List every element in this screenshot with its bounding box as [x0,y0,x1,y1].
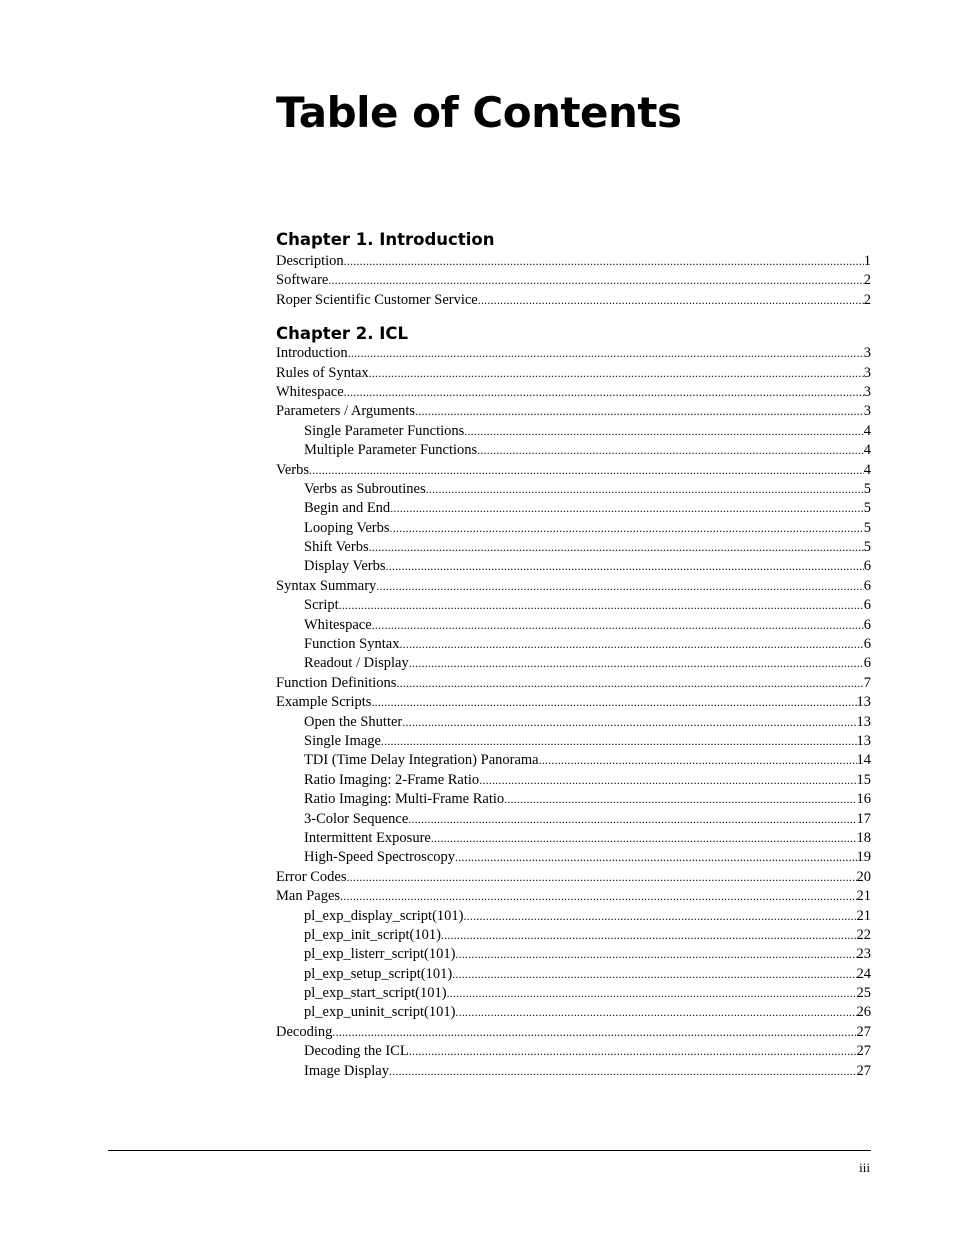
dot-leader [386,557,864,576]
toc-entry-page: 6 [863,636,871,653]
toc-entry-title: Image Display [304,1062,389,1079]
toc-subentry[interactable] [276,732,871,751]
toc-entry-page: 19 [856,849,871,866]
toc-subentry[interactable] [276,480,871,499]
toc-entry-page: 4 [863,442,871,459]
toc-subentry[interactable] [276,654,871,673]
toc-subentry[interactable] [276,1042,871,1061]
toc-entry-title: Verbs as Subroutines [304,480,426,497]
toc-entry[interactable] [276,577,871,596]
toc-entry-title: Software [276,272,329,289]
toc-entry-page: 2 [863,272,871,289]
chapter-heading: Chapter 2. ICL [276,324,409,344]
dot-leader [402,713,856,732]
toc-subentry[interactable] [276,713,871,732]
toc-subentry[interactable] [276,751,871,770]
dot-leader [376,577,863,596]
toc-entry-page: 27 [856,1023,871,1040]
toc-subentry[interactable] [276,635,871,654]
toc-subentry[interactable] [276,1062,871,1081]
table-of-contents [276,228,871,1081]
toc-entry[interactable] [276,674,871,693]
dot-leader [389,1062,857,1081]
toc-entry[interactable] [276,461,871,480]
toc-entry-page: 6 [863,655,871,672]
dot-leader [346,868,856,887]
dot-leader [477,441,864,460]
toc-entry-title: pl_exp_setup_script(101) [304,965,453,982]
toc-entry-title: Man Pages [276,888,341,905]
toc-entry-page: 22 [856,926,871,943]
toc-entry-page: 4 [863,461,871,478]
toc-entry-page: 7 [863,674,871,691]
toc-entry[interactable] [276,344,871,363]
toc-entry-page: 2 [863,291,871,308]
toc-subentry[interactable] [276,907,871,926]
toc-entry-title: pl_exp_display_script(101) [304,907,464,924]
toc-entry-title: Script [304,597,339,614]
dot-leader [408,810,856,829]
toc-entry-page: 3 [863,364,871,381]
toc-entry-page: 6 [863,597,871,614]
dot-leader [390,519,864,538]
toc-entry-title: Begin and End [304,500,391,517]
dot-leader [478,291,864,310]
toc-entry-page: 3 [863,403,871,420]
toc-entry-title: Error Codes [276,868,347,885]
dot-leader [348,344,864,363]
toc-entry[interactable] [276,868,871,887]
toc-entry-title: pl_exp_init_script(101) [304,926,441,943]
dot-leader [390,499,864,518]
toc-entry-title: Ratio Imaging: 2-Frame Ratio [304,771,480,788]
toc-subentry[interactable] [276,441,871,460]
toc-entry-title: Multiple Parameter Functions [304,442,478,459]
toc-entry-title: Description [276,253,344,269]
toc-entry-page: 16 [856,791,871,808]
toc-entry-title: Function Definitions [276,674,397,691]
toc-entry-page: 27 [856,1062,871,1079]
toc-entry-page: 21 [856,888,871,905]
toc-entry-page: 17 [856,810,871,827]
toc-entry[interactable] [276,271,871,290]
toc-entry[interactable] [276,402,871,421]
toc-entry-title: Display Verbs [304,558,386,575]
toc-entry-page: 6 [863,558,871,575]
toc-subentry[interactable] [276,945,871,964]
toc-subentry[interactable] [276,1003,871,1022]
toc-subentry[interactable] [276,422,871,441]
dot-leader [328,271,863,290]
dot-leader [539,751,857,770]
toc-subentry[interactable] [276,771,871,790]
toc-entry-title: Open the Shutter [304,713,403,730]
toc-entry-title: pl_exp_uninit_script(101) [304,1004,456,1021]
toc-subentry[interactable] [276,519,871,538]
toc-subentry[interactable] [276,596,871,615]
toc-entry-page: 3 [863,345,871,362]
toc-entry-page: 27 [856,1043,871,1060]
toc-entry-page: 13 [856,694,871,711]
toc-entry[interactable] [276,693,871,712]
toc-entry-title: Parameters / Arguments [276,403,416,420]
dot-leader [464,422,863,441]
toc-entry-title: Single Parameter Functions [304,422,465,439]
toc-entry-page: 26 [856,1004,871,1021]
dot-leader [463,907,856,926]
toc-entry-page: 5 [863,539,871,556]
dot-leader [332,1023,856,1042]
toc-entry-page: 3 [863,383,871,400]
toc-subentry[interactable] [276,848,871,867]
toc-entry-page: 6 [863,577,871,594]
toc-entry-page: 20 [856,868,871,885]
toc-entry-page: 15 [856,771,871,788]
toc-entry-page: 23 [856,946,871,963]
toc-subentry[interactable] [276,538,871,557]
dot-leader [340,887,856,906]
toc-entry-title: Readout / Display [304,655,409,672]
toc-entry-page: 5 [863,500,871,517]
dot-leader [455,1003,856,1022]
toc-entry-title: Whitespace [304,616,372,633]
dot-leader [399,635,863,654]
toc-entry-title: Looping Verbs [304,519,390,536]
toc-subentry[interactable] [276,984,871,1003]
toc-entry[interactable] [276,1023,871,1042]
dot-leader [344,252,864,271]
dot-leader [381,732,857,751]
dot-leader [452,965,856,984]
dot-leader [479,771,856,790]
footer-divider [108,1150,871,1151]
dot-leader [447,984,857,1003]
dot-leader [372,616,864,635]
dot-leader [415,402,864,421]
toc-entry[interactable] [276,887,871,906]
toc-subentry[interactable] [276,557,871,576]
toc-entry-page: 13 [856,732,871,749]
toc-entry-title: Ratio Imaging: Multi-Frame Ratio [304,791,505,808]
toc-entry-page: 6 [863,616,871,633]
toc-subentry[interactable] [276,965,871,984]
toc-entry-title: Introduction [276,345,348,362]
toc-entry-title: Roper Scientific Customer Service [276,291,478,308]
dot-leader [396,674,863,693]
page-title: Table of Contents [276,88,682,137]
dot-leader [369,364,864,383]
toc-entry-title: pl_exp_listerr_script(101) [304,946,456,963]
dot-leader [309,461,864,480]
toc-subentry[interactable] [276,616,871,635]
toc-entry-title: High-Speed Spectroscopy [304,849,456,866]
dot-leader [455,945,856,964]
toc-entry-page: 5 [863,480,871,497]
toc-entry-page: 21 [856,907,871,924]
toc-entry-title: 3-Color Sequence [304,810,409,827]
toc-entry-page: 4 [863,422,871,439]
toc-entry-title: TDI (Time Delay Integration) Panorama [304,752,539,769]
dot-leader [441,926,857,945]
toc-entry-page: 25 [856,985,871,1002]
dot-leader [339,596,864,615]
toc-entry[interactable] [276,383,871,402]
chapter-heading: Chapter 1. Introduction [276,230,495,249]
dot-leader [504,790,856,809]
dot-leader [455,848,856,867]
toc-entry-title: Decoding the ICL [304,1043,409,1060]
toc-entry[interactable] [276,364,871,383]
toc-subentry[interactable] [276,810,871,829]
toc-entry-title: Whitespace [276,383,344,400]
toc-entry-title: pl_exp_start_script(101) [304,985,447,1002]
toc-entry-title: Verbs [276,461,310,478]
toc-entry-title: Example Scripts [276,694,372,711]
dot-leader [371,693,856,712]
toc-entry-page: 18 [856,829,871,846]
page-number: iii [859,1160,870,1175]
toc-entry-page: 1 [863,253,871,269]
toc-entry[interactable] [276,252,871,271]
toc-entry-title: Rules of Syntax [276,364,369,381]
toc-entry-title: Syntax Summary [276,577,377,594]
toc-entry-title: Intermittent Exposure [304,829,431,846]
toc-subentry[interactable] [276,926,871,945]
toc-subentry[interactable] [276,499,871,518]
toc-entry-title: Decoding [276,1023,333,1040]
toc-entry-title: Shift Verbs [304,539,369,556]
toc-entry-title: Single Image [304,732,381,749]
toc-entry-page: 13 [856,713,871,730]
toc-entry-page: 24 [856,965,871,982]
toc-subentry[interactable] [276,829,871,848]
toc-entry[interactable] [276,291,871,310]
dot-leader [431,829,857,848]
dot-leader [409,654,864,673]
dot-leader [369,538,864,557]
dot-leader [426,480,864,499]
toc-entry-title: Function Syntax [304,636,400,653]
dot-leader [344,383,864,402]
toc-entry-page: 5 [863,519,871,536]
toc-subentry[interactable] [276,790,871,809]
toc-entry-page: 14 [856,752,871,769]
dot-leader [409,1042,857,1061]
